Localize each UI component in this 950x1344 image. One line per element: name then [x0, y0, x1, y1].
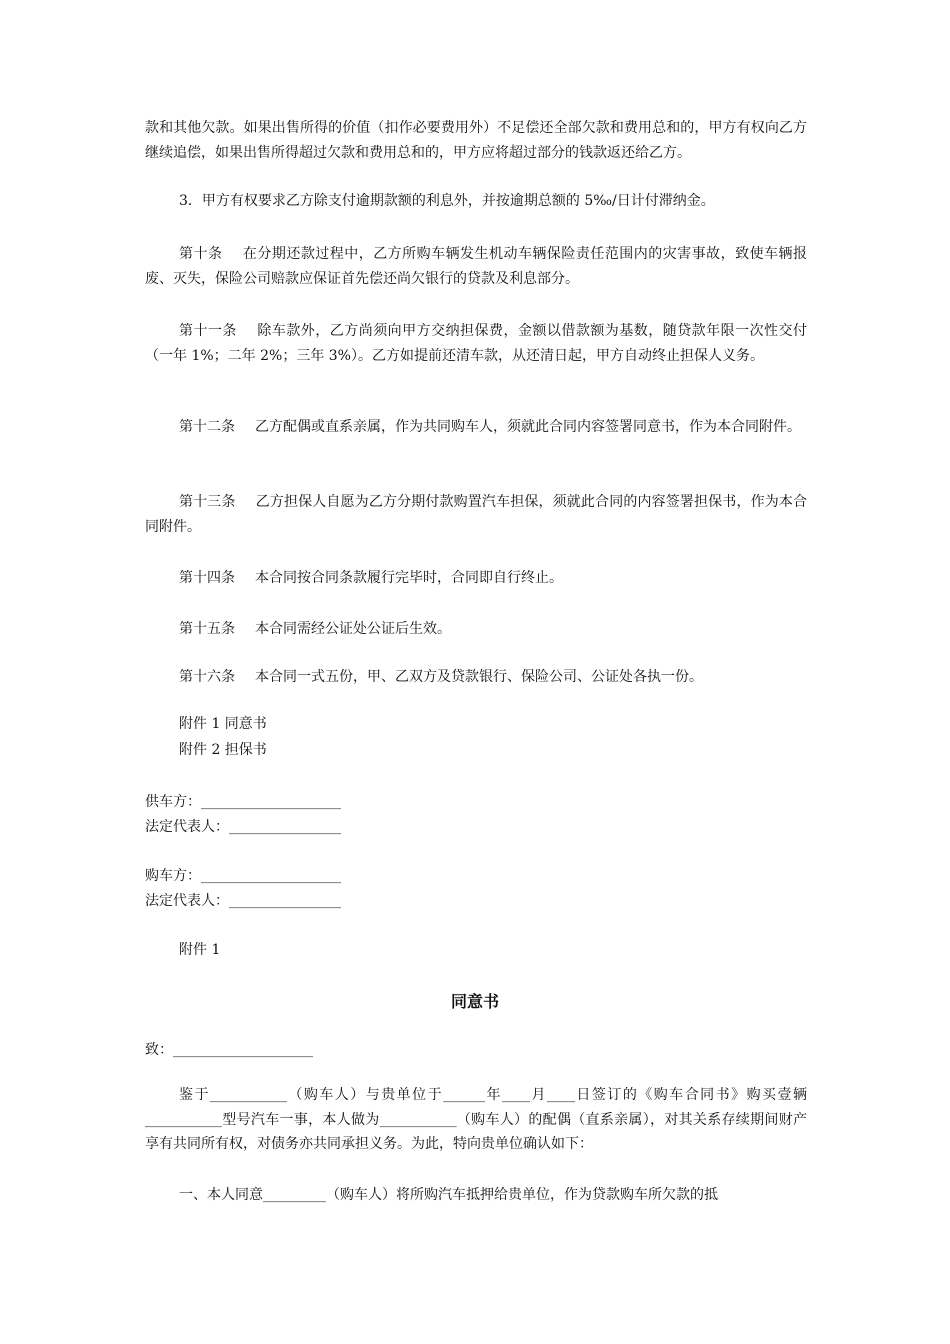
- article-14-text: 本合同按合同条款履行完毕时，合同即自行终止。: [255, 570, 563, 586]
- annex-paragraph-2: 一、本人同意_________（购车人）将所购汽车抵押给贵单位，作为贷款购车所欠款的抵: [179, 1187, 718, 1203]
- paragraph-continuation: 款和其他欠款。如果出售所得的价值（扣作必要费用外）不足偿还全部欠款和费用总和的，甲方有权向乙方继续追偿，如果出售所得超过欠款和费用总和的，甲方应将超过部分的钱款返还给乙方。: [145, 120, 807, 161]
- article-14-label: 第十四条: [179, 570, 235, 586]
- addressee-line: 致：____________________: [145, 1042, 313, 1058]
- article-11: [145, 319, 807, 368]
- article-13: [145, 490, 807, 539]
- annex-paragraph-1: 鉴于___________（购车人）与贵单位于______年____月____日签订的《购车合同书》购买壹辆___________型号汽车一事，本人做为___________（购车人）的配偶（直系亲属），对其关系存续期间财产享有共同所有权，对债务亦共同承担义务。为此，特向贵单位确认如下：: [145, 1087, 807, 1152]
- article-12-text: 乙方配偶或直系亲属，作为共同购车人，须就此合同内容签署同意书，作为本合同附件。: [255, 419, 801, 435]
- article-15-label: 第十五条: [179, 621, 235, 637]
- buyer-signature: 购车方：____________________: [145, 868, 341, 884]
- annex-label: 附件 1: [179, 942, 221, 958]
- article-16: [145, 665, 807, 690]
- article-15-text: 本合同需经公证处公证后生效。: [255, 621, 451, 637]
- article-16-label: 第十六条: [179, 669, 235, 685]
- article-13-text: 乙方担保人自愿为乙方分期付款购置汽车担保，须就此合同的内容签署担保书，作为本合同附件。: [145, 494, 808, 535]
- article-10: [145, 242, 807, 291]
- annex-title: 同意书: [450, 992, 499, 1011]
- article-11-text: 除车款外，乙方尚须向甲方交纳担保费，金额以借款额为基数，随贷款年限一次性交付（一年 1%；二年 2%；三年 3%）。乙方如提前还清车款，从还清日起，甲方自动终止担保人义务。: [145, 323, 807, 364]
- article-13-label: 第十三条: [179, 494, 236, 510]
- article-12: [145, 415, 807, 440]
- article-16-text: 本合同一式五份，甲、乙双方及贷款银行、保险公司、公证处各执一份。: [255, 669, 703, 685]
- article-11-label: 第十一条: [179, 323, 237, 339]
- article-12-label: 第十二条: [179, 419, 235, 435]
- article-15: [145, 617, 807, 642]
- article-10-text: 在分期还款过程中，乙方所购车辆发生机动车辆保险责任范围内的灾害事故，致使车辆报废、灭失，保险公司赔款应保证首先偿还尚欠银行的贷款及利息部分。: [145, 246, 808, 287]
- article-14: [145, 566, 807, 591]
- clause-3: 3．甲方有权要求乙方除支付逾期款额的利息外，并按逾期总额的 5‰/日计付滞纳金。: [179, 193, 715, 209]
- seller-rep-signature: 法定代表人：________________: [145, 819, 341, 835]
- attachment-2: 附件 2 担保书: [179, 742, 267, 758]
- attachment-1: 附件 1 同意书: [179, 716, 267, 732]
- buyer-rep-signature: 法定代表人：________________: [145, 893, 341, 909]
- seller-signature: 供车方：____________________: [145, 794, 341, 810]
- article-10-label: 第十条: [179, 246, 223, 262]
